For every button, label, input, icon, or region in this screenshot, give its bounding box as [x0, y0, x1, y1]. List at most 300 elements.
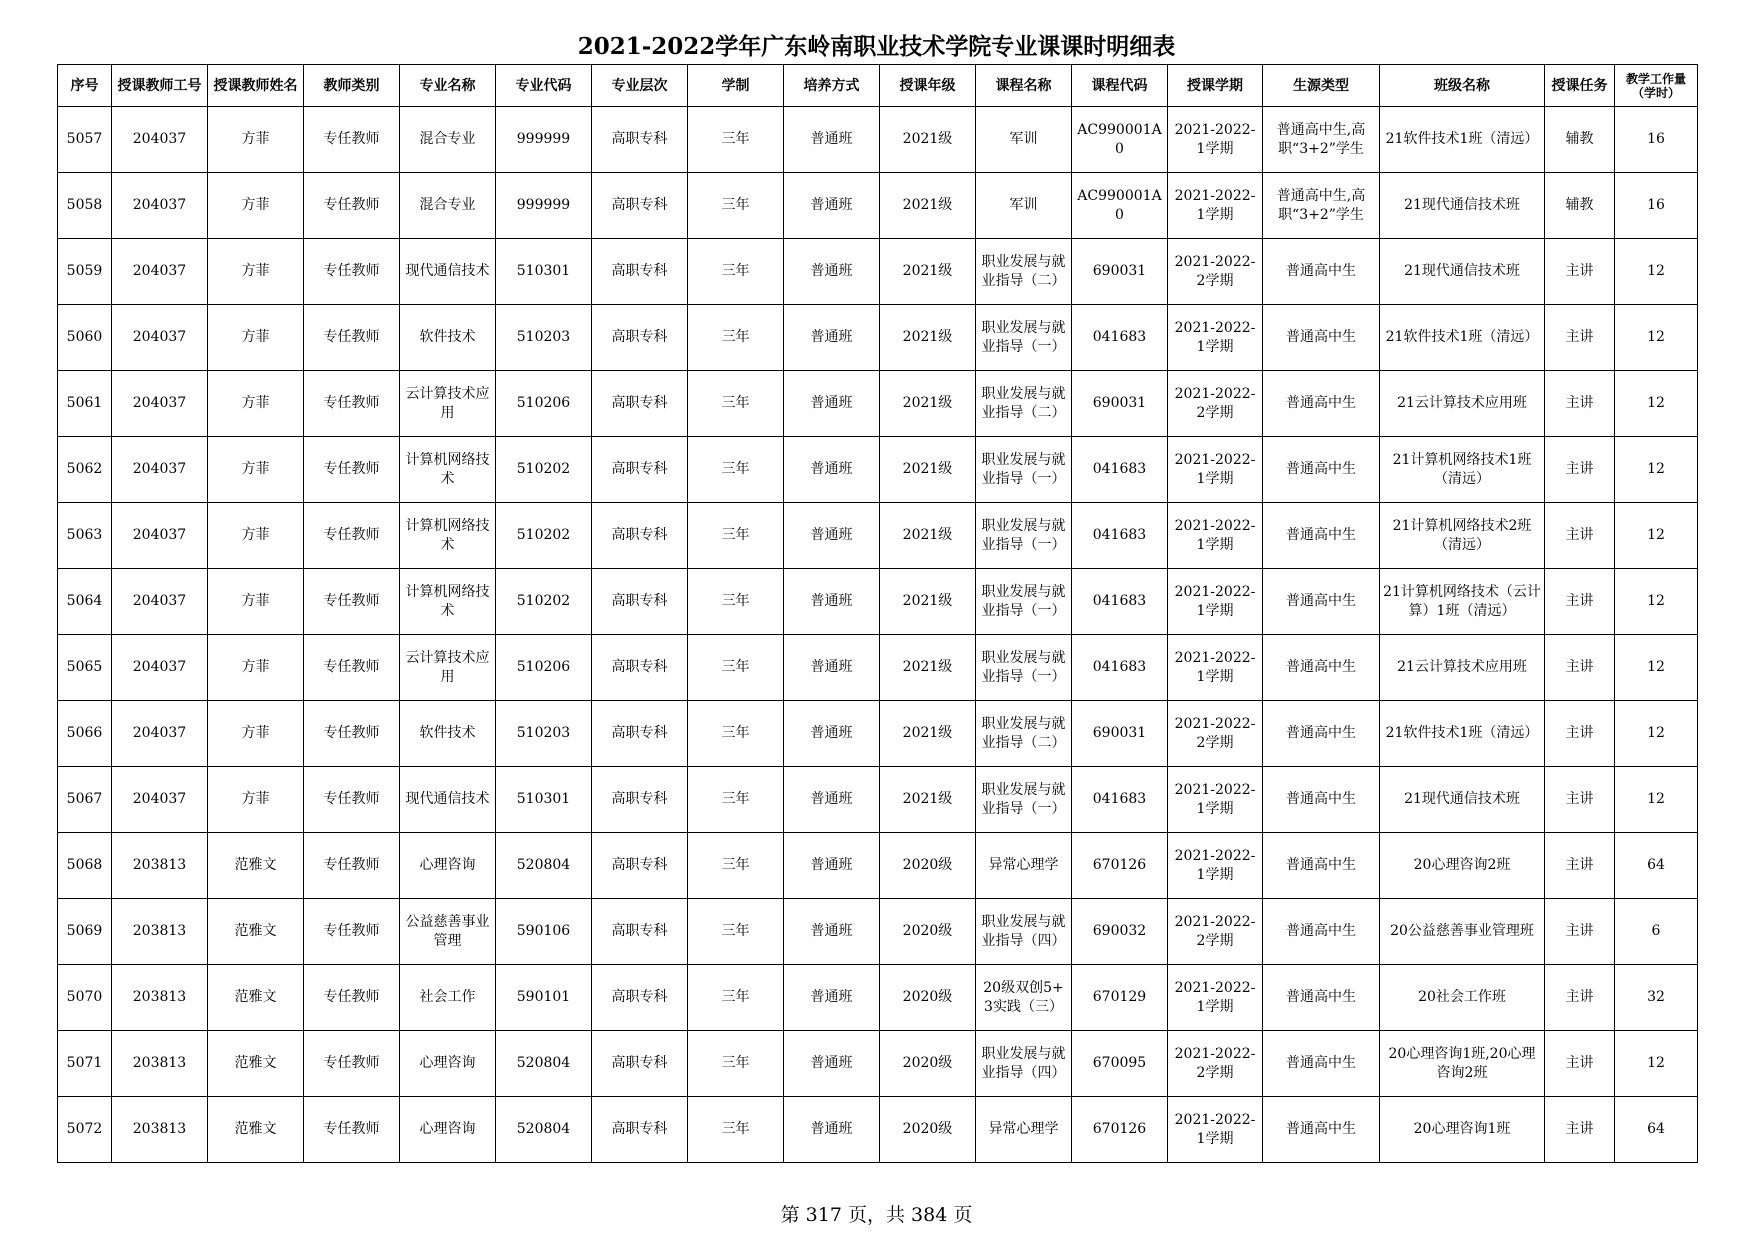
table-cell: 云计算技术应用 — [400, 635, 496, 701]
table-cell: 主讲 — [1545, 701, 1615, 767]
table-cell: 三年 — [688, 437, 784, 503]
table-cell: 三年 — [688, 107, 784, 173]
table-cell: 范雅文 — [208, 833, 304, 899]
table-cell: 2021-2022-1学期 — [1168, 1097, 1263, 1163]
table-cell: 三年 — [688, 701, 784, 767]
table-cell: 专任教师 — [304, 107, 400, 173]
table-cell: 普通班 — [784, 965, 880, 1031]
table-cell: 普通高中生 — [1263, 503, 1380, 569]
table-cell: 510206 — [496, 371, 592, 437]
table-cell: 5057 — [58, 107, 112, 173]
table-cell: 异常心理学 — [976, 1097, 1072, 1163]
table-cell: 5062 — [58, 437, 112, 503]
table-cell: 20级双创5+3实践（三） — [976, 965, 1072, 1031]
table-cell: 三年 — [688, 371, 784, 437]
table-cell: 高职专科 — [592, 965, 688, 1031]
table-cell: 普通高中生 — [1263, 371, 1380, 437]
table-cell: 普通班 — [784, 635, 880, 701]
table-cell: 204037 — [112, 107, 208, 173]
table-row — [58, 701, 1698, 767]
table-cell: 2021级 — [880, 173, 976, 239]
table-cell: 普通高中生 — [1263, 569, 1380, 635]
table-cell: 普通班 — [784, 371, 880, 437]
table-cell: 现代通信技术 — [400, 767, 496, 833]
table-cell: 12 — [1615, 767, 1698, 833]
table-cell: 041683 — [1072, 569, 1168, 635]
table-cell: 2021级 — [880, 437, 976, 503]
table-cell: 高职专科 — [592, 305, 688, 371]
table-cell: 64 — [1615, 833, 1698, 899]
table-cell: 2021-2022-1学期 — [1168, 503, 1263, 569]
header-cell: 教师类别 — [304, 65, 400, 107]
course-hours-table — [57, 64, 1698, 1163]
table-cell: 计算机网络技术 — [400, 437, 496, 503]
table-cell: 21计算机网络技术1班（清远） — [1380, 437, 1545, 503]
table-cell: 范雅文 — [208, 965, 304, 1031]
table-cell: AC990001A0 — [1072, 173, 1168, 239]
table-cell: 职业发展与就业指导（四） — [976, 899, 1072, 965]
table-cell: 12 — [1615, 701, 1698, 767]
table-cell: 2020级 — [880, 1097, 976, 1163]
table-body — [58, 107, 1698, 1163]
header-cell: 专业代码 — [496, 65, 592, 107]
table-cell: 2021级 — [880, 239, 976, 305]
table-cell: 32 — [1615, 965, 1698, 1031]
table-cell: 高职专科 — [592, 437, 688, 503]
table-cell: 普通高中生 — [1263, 635, 1380, 701]
table-cell: 520804 — [496, 1031, 592, 1097]
table-row — [58, 437, 1698, 503]
table-cell: 职业发展与就业指导（一） — [976, 767, 1072, 833]
table-cell: 职业发展与就业指导（二） — [976, 239, 1072, 305]
header-cell: 授课任务 — [1545, 65, 1615, 107]
table-cell: 670129 — [1072, 965, 1168, 1031]
table-cell: 普通高中生 — [1263, 305, 1380, 371]
table-cell: 方菲 — [208, 173, 304, 239]
table-cell: 高职专科 — [592, 371, 688, 437]
table-row — [58, 107, 1698, 173]
table-cell: 6 — [1615, 899, 1698, 965]
table-cell: 690031 — [1072, 701, 1168, 767]
table-cell: 心理咨询 — [400, 833, 496, 899]
table-row — [58, 371, 1698, 437]
table-cell: 社会工作 — [400, 965, 496, 1031]
table-cell: 16 — [1615, 107, 1698, 173]
table-cell: 高职专科 — [592, 239, 688, 305]
table-cell: 5059 — [58, 239, 112, 305]
table-cell: 专任教师 — [304, 635, 400, 701]
table-cell: 20心理咨询1班 — [1380, 1097, 1545, 1163]
table-cell: 2020级 — [880, 965, 976, 1031]
table-cell: 20社会工作班 — [1380, 965, 1545, 1031]
table-cell: 12 — [1615, 1031, 1698, 1097]
table-cell: 军训 — [976, 107, 1072, 173]
table-row — [58, 173, 1698, 239]
table-cell: 041683 — [1072, 503, 1168, 569]
table-cell: 21现代通信技术班 — [1380, 767, 1545, 833]
table-cell: 204037 — [112, 437, 208, 503]
table-cell: 5069 — [58, 899, 112, 965]
table-cell: 520804 — [496, 1097, 592, 1163]
table-cell: 方菲 — [208, 701, 304, 767]
table-cell: 21计算机网络技术2班（清远） — [1380, 503, 1545, 569]
table-cell: 2021级 — [880, 767, 976, 833]
table-cell: 职业发展与就业指导（二） — [976, 371, 1072, 437]
table-cell: 204037 — [112, 635, 208, 701]
header-cell: 授课学期 — [1168, 65, 1263, 107]
table-cell: 职业发展与就业指导（一） — [976, 569, 1072, 635]
table-cell: 2021-2022-1学期 — [1168, 635, 1263, 701]
table-cell: 5072 — [58, 1097, 112, 1163]
table-cell: 范雅文 — [208, 1031, 304, 1097]
table-cell: 2021-2022-1学期 — [1168, 107, 1263, 173]
table-cell: 21现代通信技术班 — [1380, 239, 1545, 305]
table-cell: 高职专科 — [592, 833, 688, 899]
table-cell: 普通班 — [784, 1031, 880, 1097]
table-cell: 21现代通信技术班 — [1380, 173, 1545, 239]
table-header-row — [58, 65, 1698, 107]
table-row — [58, 1031, 1698, 1097]
table-cell: 21云计算技术应用班 — [1380, 635, 1545, 701]
table-cell: 普通高中生 — [1263, 965, 1380, 1031]
table-cell: 职业发展与就业指导（一） — [976, 503, 1072, 569]
table-cell: 041683 — [1072, 437, 1168, 503]
table-cell: 普通班 — [784, 1097, 880, 1163]
table-cell: 20心理咨询2班 — [1380, 833, 1545, 899]
table-cell: 21计算机网络技术（云计算）1班（清远） — [1380, 569, 1545, 635]
table-cell: 主讲 — [1545, 1097, 1615, 1163]
table-cell: 5068 — [58, 833, 112, 899]
table-cell: 三年 — [688, 305, 784, 371]
table-row — [58, 305, 1698, 371]
table-cell: 主讲 — [1545, 239, 1615, 305]
table-cell: 方菲 — [208, 305, 304, 371]
table-cell: 现代通信技术 — [400, 239, 496, 305]
table-cell: 专任教师 — [304, 569, 400, 635]
table-row — [58, 503, 1698, 569]
table-cell: 三年 — [688, 239, 784, 305]
table-cell: 专任教师 — [304, 503, 400, 569]
table-cell: 2021级 — [880, 107, 976, 173]
table-cell: 2021-2022-2学期 — [1168, 371, 1263, 437]
table-cell: 203813 — [112, 1031, 208, 1097]
table-cell: 2021-2022-1学期 — [1168, 173, 1263, 239]
table-cell: 普通班 — [784, 305, 880, 371]
table-cell: 高职专科 — [592, 899, 688, 965]
table-cell: 12 — [1615, 371, 1698, 437]
table-cell: 510202 — [496, 569, 592, 635]
table-cell: 三年 — [688, 965, 784, 1031]
table-cell: 690032 — [1072, 899, 1168, 965]
table-cell: 5066 — [58, 701, 112, 767]
table-cell: 普通高中生,高职“3+2”学生 — [1263, 107, 1380, 173]
table-cell: 2021级 — [880, 701, 976, 767]
table-cell: 041683 — [1072, 767, 1168, 833]
table-cell: 普通高中生 — [1263, 437, 1380, 503]
table-cell: 三年 — [688, 833, 784, 899]
table-row — [58, 833, 1698, 899]
table-cell: 普通班 — [784, 569, 880, 635]
table-cell: 普通班 — [784, 503, 880, 569]
header-cell: 专业层次 — [592, 65, 688, 107]
table-cell: 20公益慈善事业管理班 — [1380, 899, 1545, 965]
table-cell: 12 — [1615, 437, 1698, 503]
header-cell: 班级名称 — [1380, 65, 1545, 107]
table-cell: 专任教师 — [304, 701, 400, 767]
table-cell: 999999 — [496, 173, 592, 239]
table-cell: 2021-2022-2学期 — [1168, 239, 1263, 305]
table-cell: 辅教 — [1545, 107, 1615, 173]
table-row — [58, 569, 1698, 635]
table-cell: 5060 — [58, 305, 112, 371]
table-cell: 204037 — [112, 503, 208, 569]
table-cell: 混合专业 — [400, 173, 496, 239]
table-cell: 普通高中生 — [1263, 1097, 1380, 1163]
header-cell: 专业名称 — [400, 65, 496, 107]
table-cell: 5067 — [58, 767, 112, 833]
table-cell: 软件技术 — [400, 305, 496, 371]
table-cell: 2021级 — [880, 503, 976, 569]
table-cell: 2021-2022-1学期 — [1168, 965, 1263, 1031]
table-cell: 670126 — [1072, 833, 1168, 899]
table-cell: 普通高中生 — [1263, 833, 1380, 899]
table-cell: 方菲 — [208, 239, 304, 305]
table-cell: 异常心理学 — [976, 833, 1072, 899]
table-cell: 12 — [1615, 635, 1698, 701]
table-cell: 专任教师 — [304, 767, 400, 833]
table-cell: 5070 — [58, 965, 112, 1031]
table-cell: 203813 — [112, 1097, 208, 1163]
table-cell: 高职专科 — [592, 173, 688, 239]
table-cell: 5058 — [58, 173, 112, 239]
table-cell: 专任教师 — [304, 305, 400, 371]
table-cell: 2021-2022-1学期 — [1168, 569, 1263, 635]
table-cell: 专任教师 — [304, 173, 400, 239]
table-cell: 公益慈善事业管理 — [400, 899, 496, 965]
table-cell: 普通高中生 — [1263, 701, 1380, 767]
table-cell: 职业发展与就业指导（一） — [976, 635, 1072, 701]
table-cell: 三年 — [688, 173, 784, 239]
table-cell: 21软件技术1班（清远） — [1380, 107, 1545, 173]
table-row — [58, 767, 1698, 833]
table-cell: 云计算技术应用 — [400, 371, 496, 437]
table-cell: 2021-2022-2学期 — [1168, 701, 1263, 767]
header-cell: 课程代码 — [1072, 65, 1168, 107]
table-cell: 主讲 — [1545, 965, 1615, 1031]
table-cell: 主讲 — [1545, 437, 1615, 503]
header-cell: 教学工作量（学时） — [1615, 65, 1698, 107]
table-cell: 21云计算技术应用班 — [1380, 371, 1545, 437]
table-cell: 2021级 — [880, 305, 976, 371]
table-cell: 普通班 — [784, 239, 880, 305]
table-cell: 2021-2022-2学期 — [1168, 1031, 1263, 1097]
table-cell: 041683 — [1072, 305, 1168, 371]
table-cell: 510203 — [496, 701, 592, 767]
table-cell: 专任教师 — [304, 437, 400, 503]
table-cell: 主讲 — [1545, 635, 1615, 701]
table-cell: 510202 — [496, 437, 592, 503]
header-cell: 生源类型 — [1263, 65, 1380, 107]
page-footer: 第 317 页，共 384 页 — [780, 1204, 973, 1226]
table-cell: 2021级 — [880, 569, 976, 635]
table-cell: 普通班 — [784, 833, 880, 899]
table-cell: 主讲 — [1545, 371, 1615, 437]
table-cell: 职业发展与就业指导（四） — [976, 1031, 1072, 1097]
table-cell: 三年 — [688, 899, 784, 965]
table-cell: 专任教师 — [304, 899, 400, 965]
table-cell: 辅教 — [1545, 173, 1615, 239]
table-cell: 510301 — [496, 767, 592, 833]
table-cell: 5061 — [58, 371, 112, 437]
table-cell: 2020级 — [880, 833, 976, 899]
table-cell: 2021-2022-1学期 — [1168, 437, 1263, 503]
table-cell: 主讲 — [1545, 305, 1615, 371]
table-cell: 专任教师 — [304, 239, 400, 305]
table-cell: 12 — [1615, 305, 1698, 371]
header-cell: 授课年级 — [880, 65, 976, 107]
table-cell: 690031 — [1072, 371, 1168, 437]
table-cell: 520804 — [496, 833, 592, 899]
table-cell: 计算机网络技术 — [400, 503, 496, 569]
table-cell: 204037 — [112, 701, 208, 767]
table-cell: 普通班 — [784, 107, 880, 173]
table-cell: 普通高中生 — [1263, 899, 1380, 965]
table-cell: 690031 — [1072, 239, 1168, 305]
header-cell: 授课教师姓名 — [208, 65, 304, 107]
table-cell: 普通高中生,高职“3+2”学生 — [1263, 173, 1380, 239]
table-cell: 21软件技术1班（清远） — [1380, 305, 1545, 371]
table-cell: 64 — [1615, 1097, 1698, 1163]
table-cell: 混合专业 — [400, 107, 496, 173]
table-cell: 范雅文 — [208, 1097, 304, 1163]
table-cell: 670095 — [1072, 1031, 1168, 1097]
table-cell: 范雅文 — [208, 899, 304, 965]
table-cell: 心理咨询 — [400, 1097, 496, 1163]
table-cell: 2020级 — [880, 1031, 976, 1097]
table-cell: 2021-2022-1学期 — [1168, 833, 1263, 899]
table-cell: 590106 — [496, 899, 592, 965]
table-cell: 主讲 — [1545, 833, 1615, 899]
table-cell: 普通班 — [784, 173, 880, 239]
page-title: 2021-2022学年广东岭南职业技术学院专业课课时明细表 — [577, 33, 1176, 60]
table-cell: 方菲 — [208, 767, 304, 833]
table-cell: 三年 — [688, 767, 784, 833]
table-cell: 510301 — [496, 239, 592, 305]
table-cell: 高职专科 — [592, 107, 688, 173]
table-cell: 专任教师 — [304, 1031, 400, 1097]
table-cell: 203813 — [112, 965, 208, 1031]
table-cell: 12 — [1615, 569, 1698, 635]
table-cell: 普通高中生 — [1263, 767, 1380, 833]
table-cell: 510206 — [496, 635, 592, 701]
table-cell: 高职专科 — [592, 569, 688, 635]
table-cell: 三年 — [688, 503, 784, 569]
table-cell: 590101 — [496, 965, 592, 1031]
table-cell: 主讲 — [1545, 1031, 1615, 1097]
table-cell: 专任教师 — [304, 965, 400, 1031]
table-cell: 高职专科 — [592, 1097, 688, 1163]
table-cell: 2021级 — [880, 635, 976, 701]
table-cell: 2021-2022-2学期 — [1168, 899, 1263, 965]
table-cell: 510203 — [496, 305, 592, 371]
table-cell: 方菲 — [208, 107, 304, 173]
table-cell: 方菲 — [208, 371, 304, 437]
table-cell: 普通班 — [784, 701, 880, 767]
table-cell: 专任教师 — [304, 1097, 400, 1163]
table-cell: 普通高中生 — [1263, 239, 1380, 305]
table-cell: 2021级 — [880, 371, 976, 437]
table-row — [58, 635, 1698, 701]
header-cell: 培养方式 — [784, 65, 880, 107]
table-cell: 职业发展与就业指导（一） — [976, 305, 1072, 371]
table-cell: 主讲 — [1545, 899, 1615, 965]
table-cell: 204037 — [112, 305, 208, 371]
table-cell: 041683 — [1072, 635, 1168, 701]
table-cell: 203813 — [112, 833, 208, 899]
table-cell: 职业发展与就业指导（一） — [976, 437, 1072, 503]
table-cell: 12 — [1615, 503, 1698, 569]
table-cell: 普通班 — [784, 767, 880, 833]
table-cell: 高职专科 — [592, 767, 688, 833]
table-cell: 5064 — [58, 569, 112, 635]
table-cell: 心理咨询 — [400, 1031, 496, 1097]
table-row — [58, 1097, 1698, 1163]
table-cell: 5071 — [58, 1031, 112, 1097]
table-cell: 职业发展与就业指导（二） — [976, 701, 1072, 767]
header-cell: 学制 — [688, 65, 784, 107]
table-cell: 普通班 — [784, 437, 880, 503]
table-cell: 专任教师 — [304, 371, 400, 437]
table-row — [58, 965, 1698, 1031]
table-cell: 三年 — [688, 569, 784, 635]
table-cell: 高职专科 — [592, 1031, 688, 1097]
table-cell: 主讲 — [1545, 503, 1615, 569]
table-cell: 204037 — [112, 173, 208, 239]
table-cell: 高职专科 — [592, 635, 688, 701]
table-cell: 三年 — [688, 1031, 784, 1097]
header-cell: 课程名称 — [976, 65, 1072, 107]
table-cell: 21软件技术1班（清远） — [1380, 701, 1545, 767]
table-cell: 204037 — [112, 371, 208, 437]
table-cell: 主讲 — [1545, 767, 1615, 833]
table-cell: 203813 — [112, 899, 208, 965]
table-cell: 204037 — [112, 767, 208, 833]
table-cell: 高职专科 — [592, 701, 688, 767]
table-cell: 软件技术 — [400, 701, 496, 767]
table-cell: 670126 — [1072, 1097, 1168, 1163]
table-cell: AC990001A0 — [1072, 107, 1168, 173]
table-cell: 军训 — [976, 173, 1072, 239]
table-cell: 方菲 — [208, 569, 304, 635]
table-cell: 16 — [1615, 173, 1698, 239]
header-cell: 序号 — [58, 65, 112, 107]
table-cell: 方菲 — [208, 503, 304, 569]
table-cell: 高职专科 — [592, 503, 688, 569]
table-cell: 5065 — [58, 635, 112, 701]
table-cell: 普通班 — [784, 899, 880, 965]
table-cell: 20心理咨询1班,20心理咨询2班 — [1380, 1031, 1545, 1097]
table-cell: 三年 — [688, 635, 784, 701]
table-cell: 510202 — [496, 503, 592, 569]
table-cell: 12 — [1615, 239, 1698, 305]
table-cell: 5063 — [58, 503, 112, 569]
table-cell: 计算机网络技术 — [400, 569, 496, 635]
header-cell: 授课教师工号 — [112, 65, 208, 107]
table-cell: 专任教师 — [304, 833, 400, 899]
table-cell: 方菲 — [208, 635, 304, 701]
table-cell: 主讲 — [1545, 569, 1615, 635]
table-row — [58, 239, 1698, 305]
